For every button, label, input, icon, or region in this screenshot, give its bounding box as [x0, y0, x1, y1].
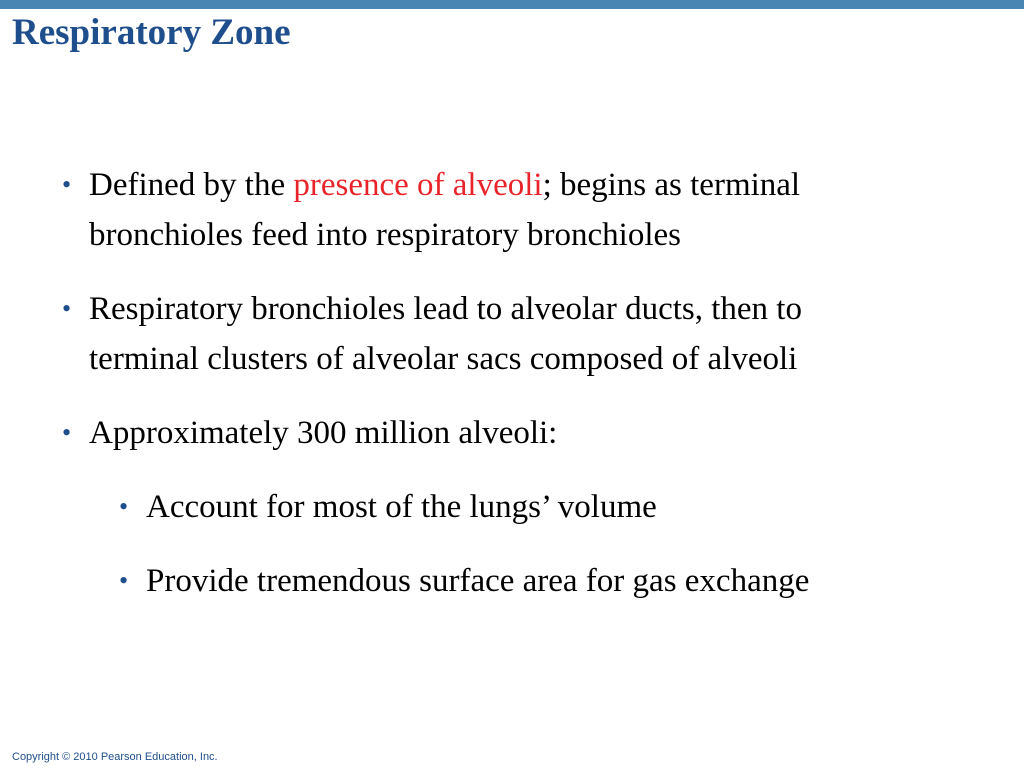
slide-title: Respiratory Zone [12, 12, 291, 53]
bullet-text: ; begins as terminal [542, 167, 801, 203]
bullet-line [89, 160, 989, 210]
bullet-text: Defined by the [89, 167, 294, 203]
bullet-item [62, 408, 989, 458]
bullet-dot: • [62, 294, 72, 323]
sub-bullet-text: Provide tremendous surface area for gas exchange [146, 563, 810, 599]
bullet-item [62, 160, 989, 260]
sub-bullet-text: Account for most of the lungs’ volume [146, 489, 657, 525]
copyright-footer: Copyright © 2010 Pearson Education, Inc. [12, 751, 218, 763]
bullet-line: bronchioles feed into respiratory bronchioles [89, 217, 681, 253]
bullet-dot: • [119, 566, 129, 595]
sub-bullet-item [119, 556, 1006, 606]
bullet-line: terminal clusters of alveolar sacs composed of alveoli [89, 341, 798, 377]
bullet-dot: • [62, 418, 72, 447]
bullet-dot: • [119, 492, 129, 521]
bullet-dot: • [62, 170, 72, 199]
sub-bullet-item [119, 482, 1006, 532]
bullet-item [62, 284, 989, 384]
bullet-line: Respiratory bronchioles lead to alveolar ducts, then to [89, 291, 802, 327]
bullet-line: Approximately 300 million alveoli: [89, 415, 558, 451]
highlighted-term: presence of alveoli [293, 167, 543, 203]
